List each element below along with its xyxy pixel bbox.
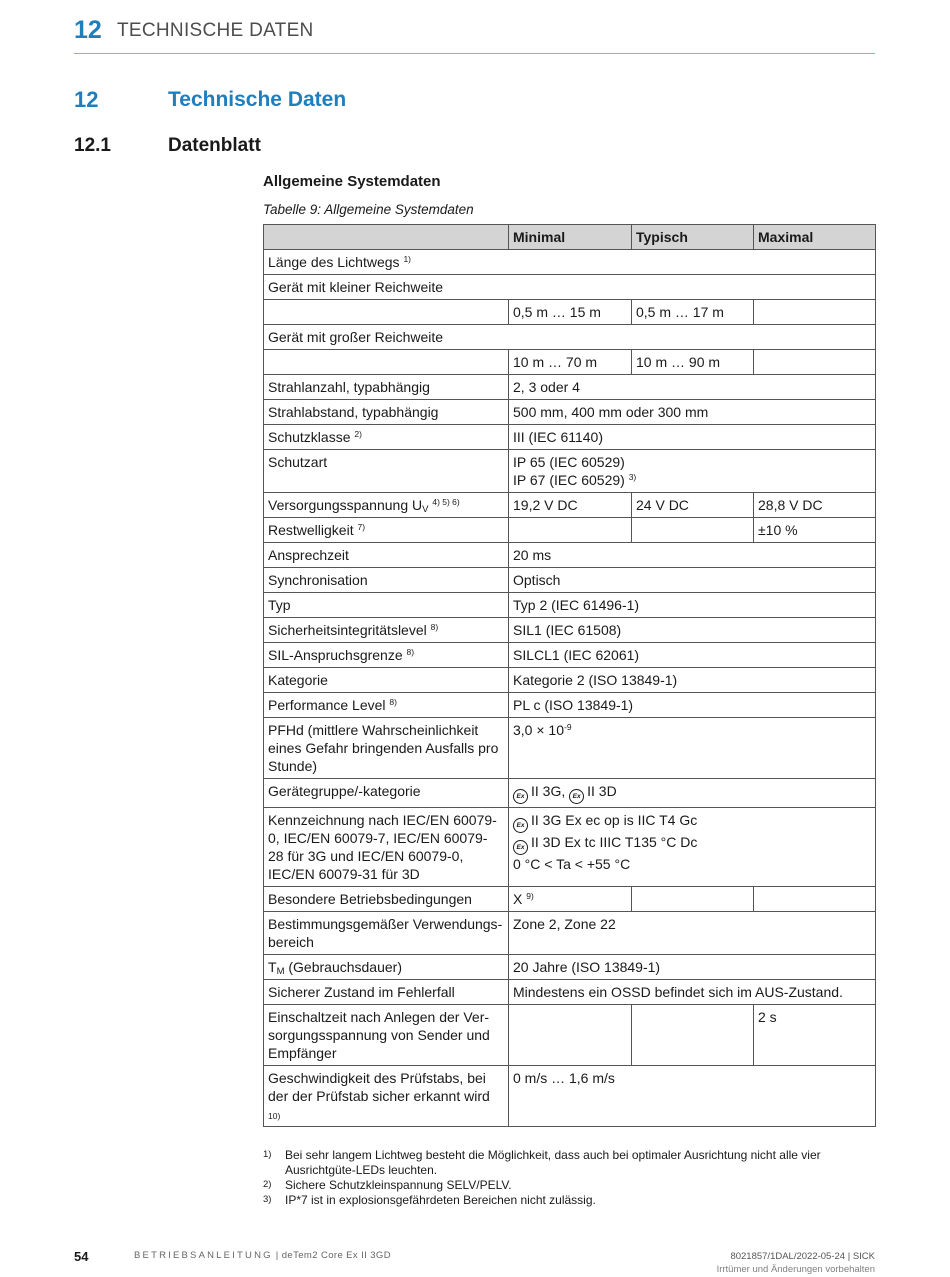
table-row <box>264 618 876 643</box>
subsection-title: Datenblatt <box>168 135 261 156</box>
table-row <box>264 1066 876 1127</box>
empty-cell <box>264 300 509 325</box>
footer-product: deTem2 Core Ex II 3GD <box>281 1250 391 1261</box>
footnote <box>263 1148 875 1178</box>
table-caption: Tabelle 9: Allgemeine Systemdaten <box>263 202 474 217</box>
table-row <box>264 593 876 618</box>
row-label: Gerät mit kleiner Reichweite <box>264 275 876 300</box>
chapter-title: TECHNISCHE DATEN <box>117 20 314 41</box>
table-row <box>264 779 876 808</box>
footnote-ref: 7) <box>357 522 366 532</box>
footnote-ref: 8) <box>406 647 415 657</box>
cell-minimal <box>509 518 632 543</box>
footnote <box>263 1193 875 1208</box>
table-row <box>264 350 876 375</box>
table-heading: Allgemeine Systemdaten <box>263 173 441 190</box>
footnote-ref: 10) <box>268 1111 281 1121</box>
row-label: Besondere Betriebsbedingungen <box>264 887 509 912</box>
cell-minimal: 10 m … 70 m <box>509 350 632 375</box>
ex-marking-icon: Ex <box>513 789 528 804</box>
row-label: Sicherheitsintegritätslevel $^{8)}$ <box>264 618 509 643</box>
row-label: Synchronisation <box>264 568 509 593</box>
table-row <box>264 250 876 275</box>
table-header-row <box>264 225 876 250</box>
table-row <box>264 1005 876 1066</box>
table-row <box>264 425 876 450</box>
page-number: 54 <box>74 1249 89 1264</box>
row-value: IP 65 (IEC 60529) IP 67 (IEC 60529) $^{3)}$ <box>509 450 876 493</box>
footer-doc-kind: BETRIEBSANLEITUNG <box>134 1250 273 1261</box>
footer-doc-meta <box>717 1250 875 1276</box>
cell-typisch <box>632 1005 754 1066</box>
row-value: III (IEC 61140) <box>509 425 876 450</box>
column-header <box>264 225 509 250</box>
row-value: SIL1 (IEC 61508) <box>509 618 876 643</box>
running-header <box>74 14 875 54</box>
column-header-maximal: Maximal <box>754 225 876 250</box>
cell-maximal <box>754 350 876 375</box>
cell-typisch <box>632 887 754 912</box>
footnote-text: IP*7 ist in explosionsgefährdeten Bereichen nicht zulässig. <box>285 1193 596 1207</box>
subsection-number: 12.1 <box>74 135 111 156</box>
row-label: Länge des Lichtwegs $^{1)}$ <box>264 250 876 275</box>
row-value: Kategorie 2 (ISO 13849-1) <box>509 668 876 693</box>
cell-minimal <box>509 1005 632 1066</box>
table-row <box>264 493 876 518</box>
row-value: Zone 2, Zone 22 <box>509 912 876 955</box>
row-value: $3,0 \times 10^{-9}$ <box>509 718 876 779</box>
footnote <box>263 1178 875 1193</box>
table-row <box>264 808 876 887</box>
table-row <box>264 275 876 300</box>
row-label: Typ <box>264 593 509 618</box>
ex-marking-icon: Ex <box>513 818 528 833</box>
ex-marking-icon: Ex <box>569 789 584 804</box>
table-row <box>264 325 876 350</box>
column-header-typisch: Typisch <box>632 225 754 250</box>
row-label: Kennzeichnung nach IEC/EN 60079-0, IEC/EN 60079-7, IEC/EN 60079-28 für 3G und IEC/EN 60079-0, IEC/EN 60079-31 für 3D <box>264 808 509 887</box>
footnote-mark: 1) <box>263 1149 272 1160</box>
ex-marking-icon: Ex <box>513 840 528 855</box>
row-label: SIL-Anspruchsgrenze $^{8)}$ <box>264 643 509 668</box>
cell-maximal <box>754 887 876 912</box>
row-value: Ex II 3G, Ex II 3D <box>509 779 876 808</box>
table-row <box>264 400 876 425</box>
table-row <box>264 643 876 668</box>
cell-typisch: 24 V DC <box>632 493 754 518</box>
row-value: PL c (ISO 13849-1) <box>509 693 876 718</box>
footnote-mark: 2) <box>263 1179 272 1190</box>
section-title: Technische Daten <box>168 88 347 111</box>
row-label: Versorgungsspannung $U_V$ $^{4) 5) 6)}$ <box>264 493 509 518</box>
table-row <box>264 718 876 779</box>
chapter-number: 12 <box>74 16 102 44</box>
row-label: Sicherer Zustand im Fehlerfall <box>264 980 509 1005</box>
row-label: Ansprechzeit <box>264 543 509 568</box>
table-row <box>264 887 876 912</box>
row-label: Geschwindigkeit des Prüfstabs, bei der der Prüfstab sicher erkannt wird 10) <box>264 1066 509 1127</box>
cell-typisch <box>632 518 754 543</box>
footnote-ref: 4) 5) 6) <box>432 497 460 507</box>
table-row <box>264 450 876 493</box>
row-label: Einschaltzeit nach Anlegen der Versorgungsspannung von Sender und Empfänger <box>264 1005 509 1066</box>
row-label: PFHd (mittlere Wahrscheinlichkeit eines Gefahr bringenden Ausfalls pro Stunde) <box>264 718 509 779</box>
table-row <box>264 518 876 543</box>
footer-disclaimer: Irrtümer und Änderungen vorbehalten <box>716 1264 875 1275</box>
section-number: 12 <box>74 87 99 112</box>
row-label: Gerät mit großer Reichweite <box>264 325 876 350</box>
cell-maximal: 28,8 V DC <box>754 493 876 518</box>
row-label: Bestimmungsgemäßer Verwendungsbereich <box>264 912 509 955</box>
footnote-ref: 1) <box>403 254 411 264</box>
footnote-ref: 3) <box>628 472 637 482</box>
footer-doc-info: BETRIEBSANLEITUNG | deTem2 Core Ex II 3GD <box>134 1250 391 1261</box>
row-value: SILCL1 (IEC 62061) <box>509 643 876 668</box>
cell-maximal: 2 s <box>754 1005 876 1066</box>
row-value: 20 Jahre (ISO 13849-1) <box>509 955 876 980</box>
table-row <box>264 543 876 568</box>
footnote-text: Bei sehr langem Lichtweg besteht die Möglichkeit, dass auch bei optimaler Ausrichtung nicht alle vier Ausrichtgüte-LEDs leuchten. <box>285 1148 821 1177</box>
footnote-ref: 9) <box>526 891 534 901</box>
row-value: Mindestens ein OSSD befindet sich im AUS-Zustand. <box>509 980 876 1005</box>
row-value: 2, 3 oder 4 <box>509 375 876 400</box>
row-label: Strahlabstand, typabhängig <box>264 400 509 425</box>
row-label: Schutzklasse $^{2)}$ <box>264 425 509 450</box>
row-label: Strahlanzahl, typabhängig <box>264 375 509 400</box>
system-data-table <box>263 224 876 1127</box>
row-value: 0 m/s … 1,6 m/s <box>509 1066 876 1127</box>
row-value: Optisch <box>509 568 876 593</box>
cell-minimal: 19,2 V DC <box>509 493 632 518</box>
cell-maximal <box>754 300 876 325</box>
cell-minimal: X $^{9)}$ <box>509 887 632 912</box>
footnote-ref: 8) <box>430 622 439 632</box>
row-label: Schutzart <box>264 450 509 493</box>
row-value: Ex II 3G Ex ec op is IIC T4 Gc Ex II 3D Ex tc IIIC T135 °C Dc 0 °C < Ta < +55 °C <box>509 808 876 887</box>
cell-maximal: ±10 % <box>754 518 876 543</box>
footnote-ref: 8) <box>389 697 397 707</box>
column-header-minimal: Minimal <box>509 225 632 250</box>
footnote-ref: 2) <box>354 429 362 439</box>
footer-doc-id: 8021857/1DAL/2022-05-24 | SICK <box>730 1251 875 1262</box>
cell-typisch: 0,5 m … 17 m <box>632 300 754 325</box>
footnote-text: Sichere Schutzkleinspannung SELV/PELV. <box>285 1178 512 1192</box>
row-label: Performance Level $^{8)}$ <box>264 693 509 718</box>
row-value: 500 mm, 400 mm oder 300 mm <box>509 400 876 425</box>
footnotes <box>263 1148 875 1208</box>
table-row <box>264 375 876 400</box>
table-row <box>264 912 876 955</box>
cell-typisch: 10 m … 90 m <box>632 350 754 375</box>
table-row <box>264 693 876 718</box>
row-value: 20 ms <box>509 543 876 568</box>
row-value: Typ 2 (IEC 61496-1) <box>509 593 876 618</box>
cell-minimal: 0,5 m … 15 m <box>509 300 632 325</box>
table-row <box>264 980 876 1005</box>
row-label: Kategorie <box>264 668 509 693</box>
table-row <box>264 568 876 593</box>
empty-cell <box>264 350 509 375</box>
table-row <box>264 300 876 325</box>
row-label: $T_M$ (Gebrauchsdauer) <box>264 955 509 980</box>
row-label: Restwelligkeit $^{7)}$ <box>264 518 509 543</box>
table-row <box>264 955 876 980</box>
footnote-mark: 3) <box>263 1194 272 1205</box>
row-label: Gerätegruppe/-kategorie <box>264 779 509 808</box>
table-row <box>264 668 876 693</box>
